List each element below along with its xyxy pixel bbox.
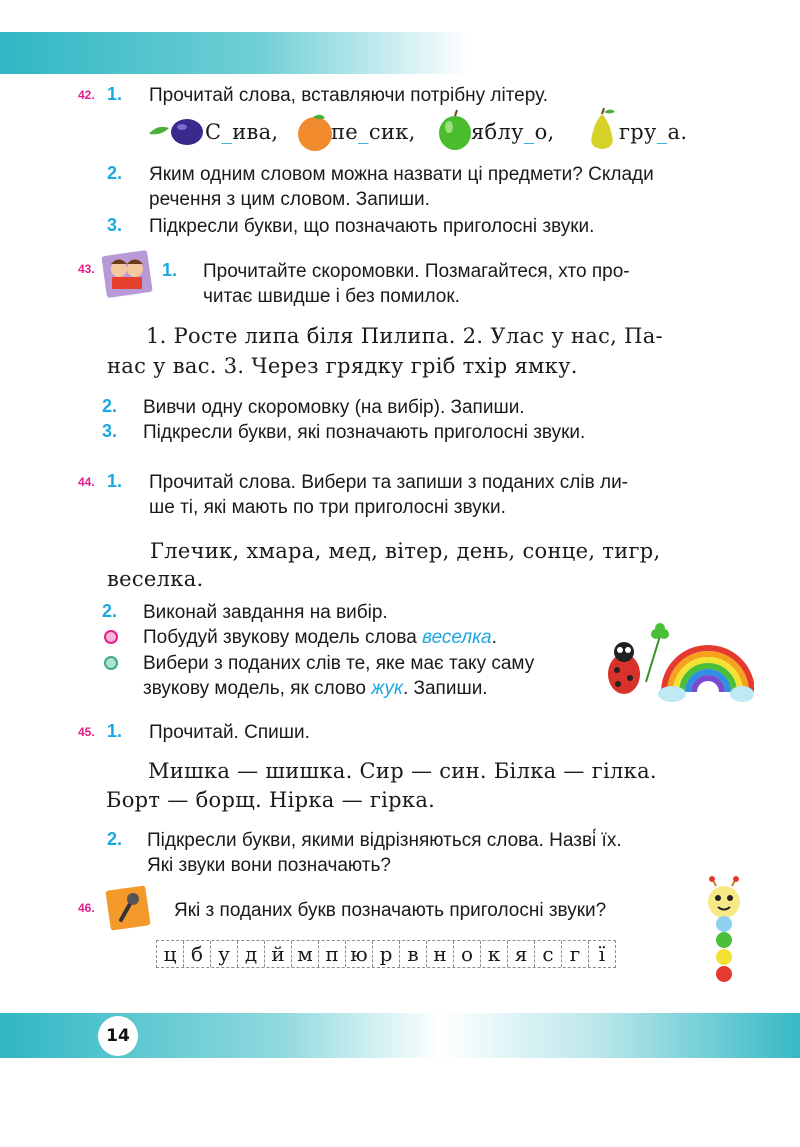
- step-number: 1.: [107, 471, 123, 491]
- instruction-text: Вивчи одну скоромовку (на вибір). Запиши.: [143, 397, 525, 418]
- microphone-icon: [104, 884, 154, 934]
- peach-icon: [295, 112, 335, 152]
- green-bullet-icon: [104, 656, 118, 670]
- instruction-text: Виконай завдання на вибір.: [143, 602, 388, 623]
- letter-cell: я: [508, 941, 535, 967]
- pink-bullet-icon: [104, 630, 118, 644]
- letter-cell: м: [292, 941, 319, 967]
- exercise-number-43: 43.: [78, 262, 95, 276]
- caterpillar-icon: [700, 876, 750, 988]
- instruction-text: Прочитай слова. Вибери та запиши з поданих слів ли-: [149, 472, 629, 493]
- instruction-text: Прочитайте скоромовки. Позмагайтеся, хто про-: [203, 261, 630, 282]
- letter-cell: у: [211, 941, 238, 967]
- exercise-number-45: 45.: [78, 725, 95, 739]
- pear-icon: [585, 108, 619, 152]
- letter-cells-row: [156, 940, 616, 968]
- step-number: 2.: [107, 829, 123, 849]
- instruction-text: ше ті, які мають по три приголосні звуки.: [149, 497, 506, 518]
- letter-cell: д: [238, 941, 265, 967]
- top-header-band: [0, 32, 470, 74]
- letter-cell: в: [400, 941, 427, 967]
- letter-cell: б: [184, 941, 211, 967]
- question-text: Які з поданих букв позначають приголосні звуки?: [174, 900, 607, 921]
- ladybug-rainbow-illustration: [604, 622, 754, 706]
- word-2: пе_сик,: [331, 120, 416, 144]
- option-text: звукову модель, як слово жук. Запиши.: [143, 678, 488, 699]
- instruction-text: читає швидше і без помилок.: [203, 286, 460, 307]
- letter-cell: с: [535, 941, 562, 967]
- children-reading-icon: [100, 247, 156, 299]
- letter-cell: г: [562, 941, 589, 967]
- fruit-words-row: [147, 112, 707, 152]
- step-number: 2.: [107, 163, 123, 183]
- apple-icon: [437, 108, 473, 152]
- letter-cell: р: [373, 941, 400, 967]
- option-text: Побудуй звукову модель слова веселка.: [143, 627, 497, 648]
- step-number: 2.: [102, 601, 118, 621]
- step-number: 2.: [102, 396, 118, 416]
- option-text: Вибери з поданих слів те, яке має таку саму: [143, 653, 535, 674]
- plum-icon: [147, 114, 205, 148]
- exercise-number-44: 44.: [78, 475, 95, 489]
- word-list-line: Глечик, хмара, мед, вітер, день, сонце, тигр,: [150, 539, 661, 563]
- word-1: С_ива,: [205, 120, 279, 144]
- letter-cell: ю: [346, 941, 373, 967]
- tongue-twister-line: нас у вас. 3. Через грядку гріб тхір ямку.: [107, 354, 578, 378]
- letter-cell: о: [454, 941, 481, 967]
- tongue-twister-line: 1. Росте липа біля Пилипа. 2. Улас у нас, Па-: [146, 324, 663, 348]
- word-pairs-line: Борт — борщ. Нірка — гірка.: [106, 788, 436, 812]
- word-list-line: веселка.: [107, 567, 204, 591]
- word-3: яблу_о,: [471, 120, 555, 144]
- exercise-number-42: 42.: [78, 88, 95, 102]
- step-number: 1.: [162, 260, 178, 280]
- instruction-text: Прочитай слова, вставляючи потрібну літеру.: [149, 85, 548, 106]
- letter-cell: ц: [157, 941, 184, 967]
- letter-cell: к: [481, 941, 508, 967]
- word-4: гру_а.: [619, 120, 688, 144]
- instruction-text: Прочитай. Спиши.: [149, 722, 310, 743]
- instruction-text: Які звуки вони позначають?: [147, 855, 391, 876]
- instruction-text: Підкресли букви, якими відрізняються слова. Назві́ їх.: [147, 830, 622, 851]
- letter-cell: й: [265, 941, 292, 967]
- exercise-number-46: 46.: [78, 901, 95, 915]
- instruction-text: Підкресли букви, що позначають приголосні звуки.: [149, 216, 595, 237]
- letter-cell: н: [427, 941, 454, 967]
- step-number: 1.: [107, 721, 123, 741]
- instruction-text: речення з цим словом. Запиши.: [149, 189, 430, 210]
- letter-cell: ї: [598, 942, 606, 966]
- instruction-text: Підкресли букви, які позначають приголосні звуки.: [143, 422, 586, 443]
- step-number: 3.: [107, 215, 123, 235]
- instruction-text: Яким одним словом можна назвати ці предмети? Склади: [149, 164, 654, 185]
- step-number: 3.: [102, 421, 118, 441]
- page-number: 14: [98, 1016, 138, 1056]
- step-number: 1.: [107, 84, 123, 104]
- word-pairs-line: Мишка — шишка. Сир — син. Білка — гілка.: [148, 759, 657, 783]
- letter-cell: п: [319, 941, 346, 967]
